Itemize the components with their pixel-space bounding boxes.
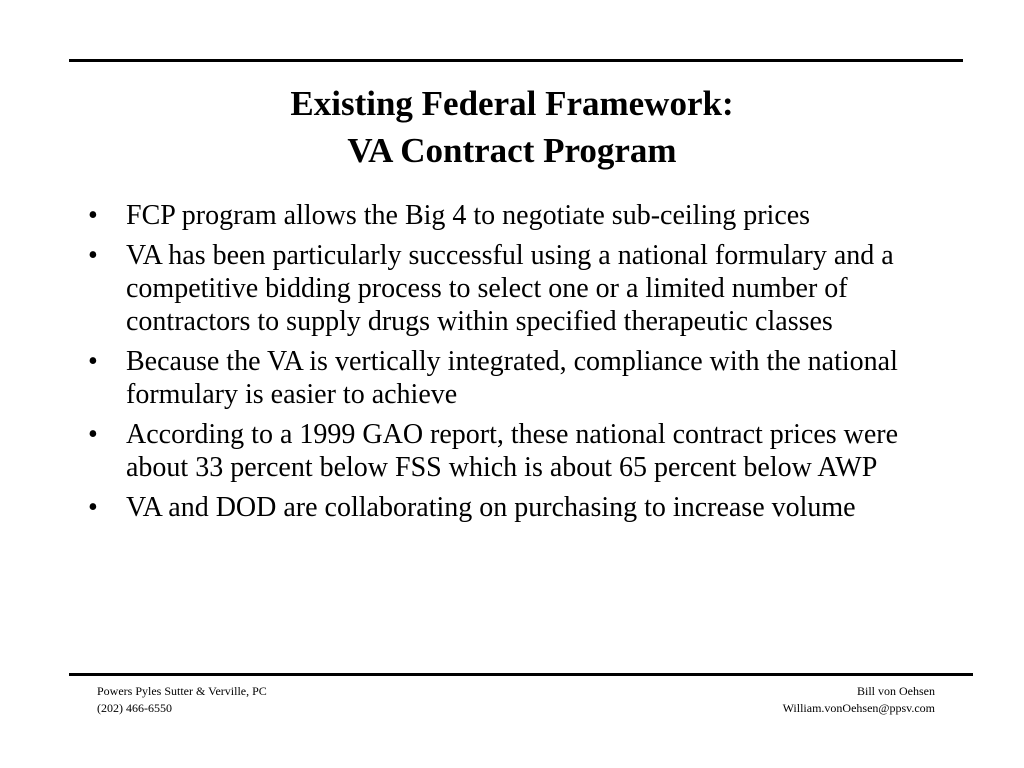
footer-contact-name: Bill von Oehsen [857, 684, 935, 698]
top-divider [69, 59, 963, 62]
bullet-item [88, 491, 938, 524]
bullet-item [88, 418, 938, 484]
bullet-marker: • [88, 419, 98, 450]
bullet-item [88, 345, 938, 411]
bullet-marker: • [88, 346, 98, 377]
footer-firm-phone: (202) 466-6550 [97, 701, 172, 715]
bullet-text: According to a 1999 GAO report, these national contract prices were about 33 percent below FSS which is about 65 percent below AWP [126, 419, 899, 483]
title-line-2: VA Contract Program [347, 131, 677, 170]
footer-contact-email: William.vonOehsen@ppsv.com [782, 701, 935, 715]
bullet-text: VA has been particularly successful using a national formulary and a competitive bidding process to select one or a limited number of contractors to supply drugs within specified therapeutic classes [126, 240, 894, 337]
footer-firm-name: Powers Pyles Sutter & Verville, PC [97, 684, 267, 698]
footer-firm [97, 683, 267, 717]
slide-title [0, 80, 1024, 174]
bullet-marker: • [88, 240, 98, 271]
bullet-list [88, 199, 938, 531]
bullet-text: FCP program allows the Big 4 to negotiate sub-ceiling prices [126, 200, 811, 231]
title-line-1: Existing Federal Framework: [290, 84, 734, 123]
bullet-item [88, 199, 938, 232]
bullet-marker: • [88, 200, 98, 231]
bullet-text: Because the VA is vertically integrated, compliance with the national formulary is easier to achieve [126, 346, 898, 410]
bullet-item [88, 239, 938, 338]
bullet-marker: • [88, 492, 98, 523]
bottom-divider [69, 673, 973, 676]
footer-contact [783, 683, 935, 717]
bullet-text: VA and DOD are collaborating on purchasing to increase volume [126, 492, 856, 523]
